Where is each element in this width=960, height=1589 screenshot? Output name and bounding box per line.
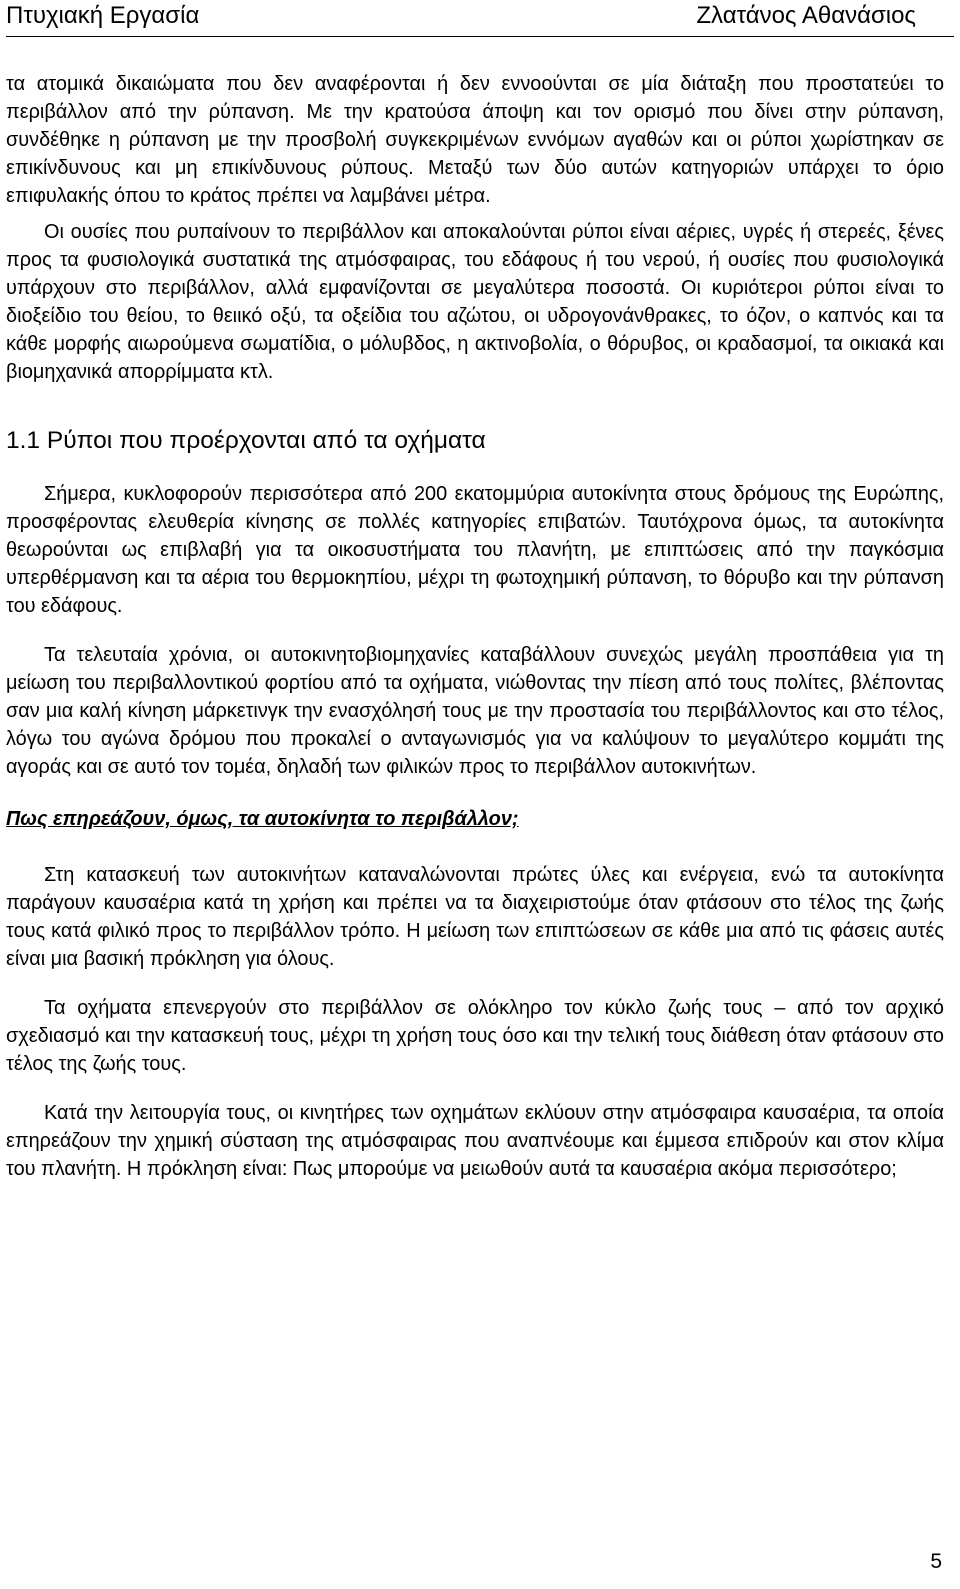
header-author: Ζλατάνος Αθανάσιος [696,2,916,29]
header-title: Πτυχιακή Εργασία [6,2,200,29]
running-header [6,0,954,37]
paragraph-3: Σήμερα, κυκλοφορούν περισσότερα από 200 εκατομμύρια αυτοκίνητα στους δρόμους της Ευρώπης, προσφέροντας ελευθερία κίνησης σε πολλές κατηγορίες επιβατών. Ταυτόχρονα όμως, τα αυτοκίνητα θεωρούνται ως επιβλαβή για τα οικοσυστήματα του πλανήτη, με επιπτώσεις από την παγκόσμια υπερθέρμανση και τα αέρια του θερμοκηπίου, μέχρι τη φωτοχημική ρύπανση, το θόρυβο και την ρύπανση του εδάφους. [6,483,944,617]
paragraph-6: Τα οχήματα επενεργούν στο περιβάλλον σε ολόκληρο τον κύκλο ζωής τους – από τον αρχικό σχεδιασμό και την κατασκευή τους, μέχρι τη χρήση τους όσο και την τελική τους διάθεση όταν φτάσουν στο τέλος της ζωής τους. [6,997,944,1075]
paragraph-2: Οι ουσίες που ρυπαίνουν το περιβάλλον και αποκαλούνται ρύποι είναι αέριες, υγρές ή στερεές, ξένες προς τα φυσιολογικά συστατικά της ατμόσφαιρας, του εδάφους ή του νερού, ή ουσίες που φυσιολογικά υπάρχουν στο περιβάλλον, αλλά εμφανίζονται σε μεγαλύτερα ποσοστά. Οι κυριότεροι ρύποι είναι το διοξείδιο του θείου, το θειικό οξύ, τα οξείδια του αζώτου, οι υδρογονάνθρακες, το όζον, ο καπνός και τα κάθε μορφής αιωρούμενα σωματίδια, ο μόλυβδος, η ακτινοβολία, ο θόρυβος, οι κραδασμοί, τα οικιακά και βιομηχανικά απορρίμματα κτλ. [6,221,944,383]
document-body [6,70,944,1183]
page-number: 5 [930,1550,942,1573]
paragraph-5: Στη κατασκευή των αυτοκινήτων καταναλώνονται πρώτες ύλες και ενέργεια, ενώ τα αυτοκίνητα παράγουν καυσαέρια κατά τη χρήση και πρέπει να τα διαχειριστούμε όταν φτάσουν στο τέλος της ζωής τους κατά φιλικό προς το περιβάλλον τρόπο. Η μείωση των επιπτώσεων σε κάθε μια από τις φάσεις αυτές είναι μια βασική πρόκληση για όλους. [6,864,944,970]
paragraph-7: Κατά την λειτουργία τους, οι κινητήρες των οχημάτων εκλύουν στην ατμόσφαιρα καυσαέρια, τα οποία επηρεάζουν την χημική σύσταση της ατμόσφαιρας που αναπνέουμε και έμμεσα επιδρούν και στον κλίμα του πλανήτη. Η πρόκληση είναι: Πως μπορούμε να μειωθούν αυτά τα καυσαέρια ακόμα περισσότερο; [6,1102,944,1180]
paragraph-1: τα ατομικά δικαιώματα που δεν αναφέρονται ή δεν εννοούνται σε μία διάταξη που προστατεύει το περιβάλλον από την ρύπανση. Με την κρατούσα άποψη και τον ορισμό που δίνει στην ρύπανση, συνδέθηκε η ρύπανση με την προσβολή συγκεκριμένων εννόμων αγαθών και οι ρύποι χωρίστηκαν σε επικίνδυνους και μη επικίνδυνους ρύπους. Μεταξύ των δύο αυτών κατηγοριών υπάρχει το όριο επιφυλακής όπου το κράτος πρέπει να λαμβάνει μέτρα. [6,73,944,207]
question-heading: Πως επηρεάζουν, όμως, τα αυτοκίνητα το περιβάλλον; [6,808,519,830]
paragraph-4: Τα τελευταία χρόνια, οι αυτοκινητοβιομηχανίες καταβάλλουν συνεχώς μεγάλη προσπάθεια για τη μείωση του περιβαλλοντικού φορτίου από τα οχήματα, νιώθοντας την πίεση από τους πολίτες, βλέποντας σαν μια καλή κίνηση μάρκετινγκ την ενασχόλησή τους με την προστασία του περιβάλλοντος και στο τέλος, λόγω του αγώνα δρόμου που προκαλεί ο ανταγωνισμός για να καλύψουν το μεγαλύτερο κομμάτι της αγοράς και σε αυτό τον τομέα, δηλαδή των φιλικών προς το περιβάλλον αυτοκινήτων. [6,644,944,778]
section-heading: 1.1 Ρύποι που προέρχονται από τα οχήματα [6,427,486,454]
